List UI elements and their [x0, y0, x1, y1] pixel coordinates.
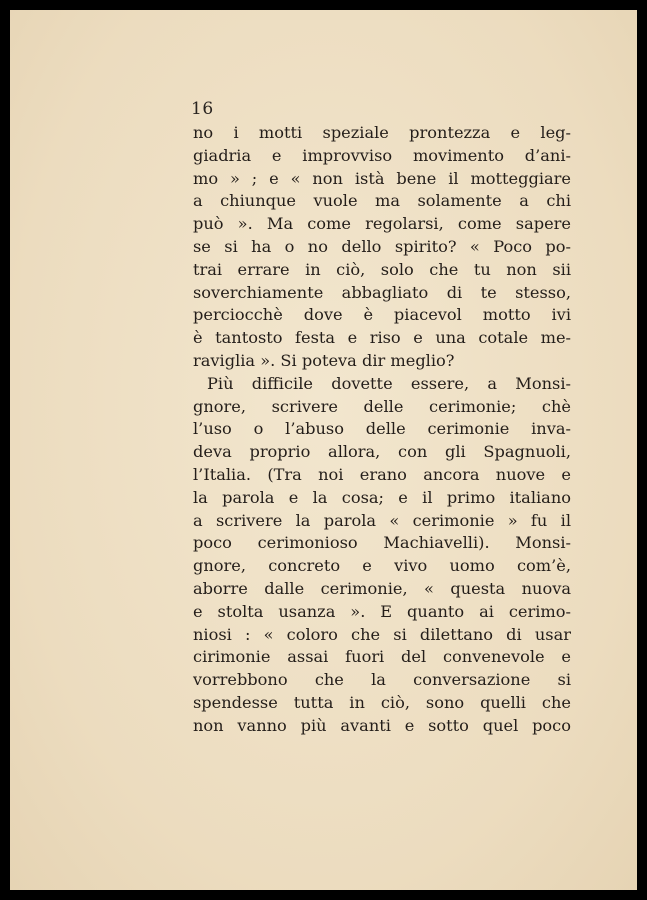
text-line: a chiunque vuole ma solamente a chi: [193, 191, 571, 211]
text-line: vorrebbono che la conversazione si: [193, 670, 571, 690]
text-line: spendesse tutta in ciò, sono quelli che: [193, 692, 571, 712]
text-line: niosi : « coloro che si dilettano di usar: [193, 624, 571, 644]
text-line: mo » ; e « non istà bene il motteggiare: [193, 168, 571, 188]
text-line: no i motti speziale prontezza e leg-: [193, 123, 571, 142]
text-line: giadria e improvviso movimento d’ani-: [193, 145, 571, 165]
text-line: aborre dalle cerimonie, « questa nuova: [193, 578, 571, 598]
text-line: gnore, concreto e vivo uomo com’è,: [193, 556, 571, 576]
text-line: poco cerimonioso Machiavelli). Monsi-: [193, 533, 571, 553]
text-line: può ». Ma come regolarsi, come sapere: [193, 214, 571, 234]
text-line: raviglia ». Si poteva dir meglio?: [193, 350, 455, 370]
text-line: la parola e la cosa; e il primo italiano: [193, 487, 571, 507]
text-line: e stolta usanza ». E quanto ai cerimo-: [193, 601, 571, 621]
text-line: a scrivere la parola « cerimonie » fu il: [193, 510, 571, 530]
text-line: l’uso o l’abuso delle cerimonie inva-: [193, 419, 571, 439]
text-line: deva proprio allora, con gli Spagnuoli,: [193, 442, 571, 462]
text-line: se si ha o no dello spirito? « Poco po-: [193, 236, 571, 256]
text-line: non vanno più avanti e sotto quel poco: [193, 715, 571, 735]
text-line: soverchiamente abbagliato di te stesso,: [193, 282, 571, 302]
text-line: perciocchè dove è piacevol motto ivi: [193, 305, 571, 325]
page-number: 16: [191, 99, 214, 119]
text-line: Più difficile dovette essere, a Monsi-: [207, 373, 571, 393]
text-line: gnore, scrivere delle cerimonie; chè: [193, 396, 571, 416]
text-line: trai errare in ciò, solo che tu non sii: [193, 259, 571, 279]
text-line: è tantosto festa e riso e una cotale me-: [193, 328, 571, 348]
book-page: [10, 10, 637, 890]
text-line: cirimonie assai fuori del convenevole e: [193, 647, 571, 667]
text-line: l’Italia. (Tra noi erano ancora nuove e: [193, 464, 571, 484]
body-text: [193, 122, 571, 738]
